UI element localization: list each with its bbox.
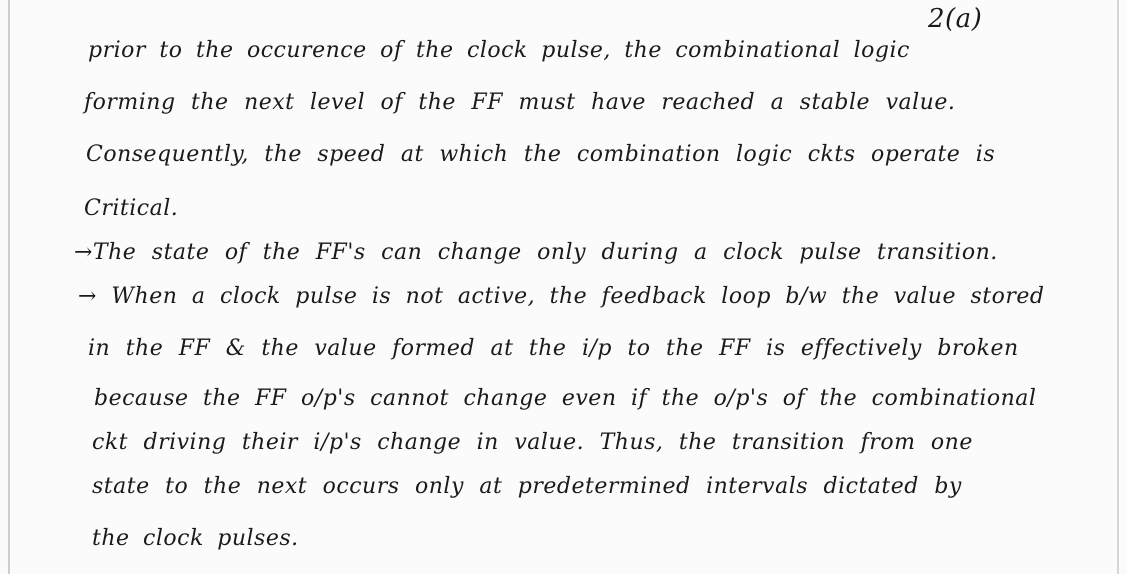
note-line-10: state to the next occurs only at predetermined intervals dictated by — [92, 474, 962, 499]
note-line-8: because the FF o/p's cannot change even if the o/p's of the combinational — [94, 386, 1037, 411]
note-line-4: Critical. — [84, 196, 179, 221]
note-line-5: →The state of the FF's can change only during a clock pulse transition. — [74, 240, 998, 265]
note-line-2: forming the next level of the FF must have reached a stable value. — [84, 90, 956, 115]
note-line-11: the clock pulses. — [92, 526, 299, 551]
note-line-6: → When a clock pulse is not active, the feedback loop b/w the value stored — [78, 284, 1045, 309]
note-line-9: ckt driving their i/p's change in value. Thus, the transition from one — [92, 430, 973, 455]
page-left-edge — [8, 0, 10, 574]
note-line-7: in the FF & the value formed at the i/p to the FF is effectively broken — [88, 336, 1019, 361]
note-line-1: prior to the occurence of the clock pulse, the combinational logic — [88, 38, 910, 63]
page-right-edge — [1117, 0, 1119, 574]
note-line-3: Consequently, the speed at which the combination logic ckts operate is — [86, 142, 996, 167]
question-label: 2(a) — [928, 4, 983, 34]
